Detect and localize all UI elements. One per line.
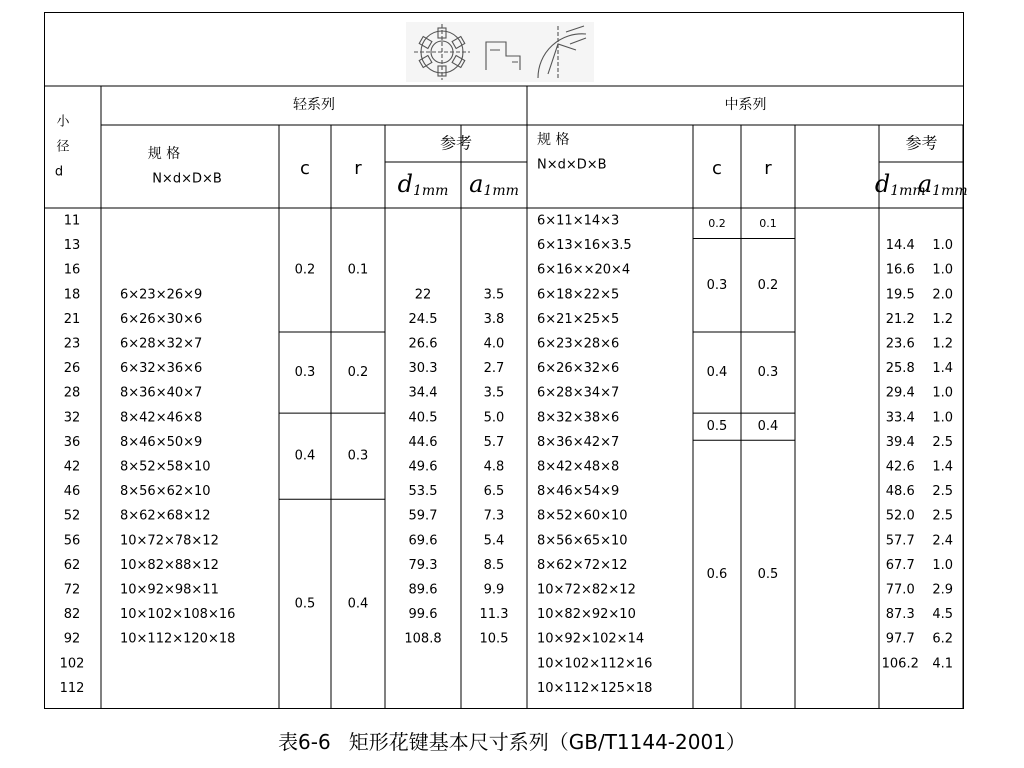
medium-d1-cell: 57.7 (885, 533, 915, 549)
medium-a1-cell: 4.5 (932, 607, 954, 623)
medium-d1-cell: 21.2 (885, 311, 915, 327)
caption-title: 矩形花键基本尺寸系列（GB/T1144-2001） (348, 730, 746, 754)
diameter-cell: 28 (63, 385, 81, 401)
header-spec-formula-medium: N×d×D×B (537, 157, 607, 173)
medium-a1-cell: 1.0 (932, 238, 954, 254)
diameter-cell: 56 (63, 533, 81, 549)
light-a1-cell: 8.5 (483, 557, 505, 573)
medium-d1-cell: 29.4 (885, 385, 915, 401)
medium-a1-cell: 1.2 (932, 336, 954, 352)
spline-size-table (44, 12, 968, 709)
light-d1-cell: 49.6 (408, 459, 438, 475)
light-r-cell: 0.1 (347, 262, 369, 278)
light-spec-cell: 6×26×30×6 (120, 311, 203, 327)
light-d1-cell: 69.6 (408, 533, 438, 549)
medium-a1-cell: 1.0 (932, 262, 954, 278)
light-spec-cell: 8×52×58×10 (120, 459, 211, 475)
medium-d1-cell: 77.0 (885, 582, 915, 598)
header-d1-medium: $d_{1mm}$ (874, 169, 926, 199)
header-medium-series: 中系列 (724, 97, 767, 113)
diameter-cell: 92 (63, 631, 81, 647)
light-c-cell: 0.2 (294, 262, 316, 278)
medium-a1-cell: 1.4 (932, 361, 954, 377)
light-spec-cell: 8×46×50×9 (120, 434, 203, 450)
medium-c-cell: 0.6 (706, 567, 728, 583)
medium-a1-cell: 1.2 (932, 311, 954, 327)
medium-spec-cell: 8×32×38×6 (537, 410, 620, 426)
caption-label: 表6-6 (278, 730, 331, 754)
medium-d1-cell: 87.3 (885, 607, 915, 623)
diameter-cell: 46 (63, 484, 81, 500)
light-spec-cell: 10×72×78×12 (120, 533, 219, 549)
medium-spec-cell: 6×21×25×5 (537, 311, 620, 327)
medium-a1-cell: 1.0 (932, 557, 954, 573)
light-spec-cell: 10×92×98×11 (120, 582, 219, 598)
medium-spec-cell: 6×16××20×4 (537, 262, 631, 278)
light-spec-cell: 10×82×88×12 (120, 557, 219, 573)
table-caption (0, 726, 1024, 755)
light-spec-cell: 10×102×108×16 (120, 607, 236, 623)
header-reference-light: 参考 (439, 133, 473, 153)
light-d1-cell: 79.3 (408, 557, 438, 573)
medium-a1-cell: 2.5 (932, 508, 954, 524)
header-r-medium: r (764, 158, 772, 179)
medium-spec-cell: 6×28×34×7 (537, 385, 620, 401)
medium-d1-cell: 25.8 (885, 361, 915, 377)
header-r-light: r (354, 158, 362, 179)
light-a1-cell: 5.4 (483, 533, 505, 549)
medium-spec-cell: 8×36×42×7 (537, 434, 620, 450)
light-d1-cell: 40.5 (408, 410, 438, 426)
diameter-cell: 21 (63, 311, 81, 327)
medium-c-cell: 0.2 (708, 216, 726, 230)
light-a1-cell: 10.5 (479, 631, 509, 647)
medium-a1-cell: 6.2 (932, 631, 954, 647)
diameter-cell: 18 (63, 287, 81, 303)
header-a1-light: $a_{1mm}$ (469, 169, 519, 199)
diameter-cell: 82 (63, 607, 81, 623)
medium-spec-cell: 10×72×82×12 (537, 582, 636, 598)
diameter-cell: 72 (63, 582, 81, 598)
light-d1-cell: 26.6 (408, 336, 438, 352)
medium-spec-cell: 6×18×22×5 (537, 287, 620, 303)
light-c-cell: 0.5 (294, 596, 316, 612)
light-d1-cell: 59.7 (408, 508, 438, 524)
table-cells (55, 96, 968, 696)
light-d1-cell: 89.6 (408, 582, 438, 598)
medium-c-cell: 0.5 (706, 419, 728, 435)
header-c-medium: c (712, 158, 722, 179)
medium-spec-cell: 8×42×48×8 (537, 459, 620, 475)
diameter-cell: 11 (63, 213, 81, 229)
medium-r-cell: 0.5 (757, 567, 779, 583)
diameter-cell: 32 (63, 410, 81, 426)
medium-spec-cell: 10×102×112×16 (537, 656, 653, 672)
medium-d1-cell: 14.4 (885, 238, 915, 254)
medium-d1-cell: 48.6 (885, 484, 915, 500)
light-a1-cell: 6.5 (483, 484, 505, 500)
light-a1-cell: 7.3 (483, 508, 505, 524)
header-spec-light: 规 格 (147, 146, 181, 162)
medium-r-cell: 0.3 (757, 365, 779, 381)
light-a1-cell: 4.8 (483, 459, 505, 475)
medium-spec-cell: 8×52×60×10 (537, 508, 628, 524)
light-spec-cell: 8×62×68×12 (120, 508, 211, 524)
medium-spec-cell: 8×62×72×12 (537, 557, 628, 573)
header-small-diameter: 小 (56, 114, 70, 130)
diameter-cell: 52 (63, 508, 81, 524)
medium-r-cell: 0.2 (757, 277, 779, 293)
light-a1-cell: 11.3 (479, 607, 509, 623)
light-spec-cell: 6×28×32×7 (120, 336, 203, 352)
light-d1-cell: 22 (414, 287, 432, 303)
diameter-cell: 42 (63, 459, 81, 475)
medium-a1-cell: 2.4 (932, 533, 954, 549)
light-a1-cell: 4.0 (483, 336, 505, 352)
light-spec-cell: 10×112×120×18 (120, 631, 236, 647)
light-a1-cell: 9.9 (483, 582, 505, 598)
diameter-cell: 16 (63, 262, 81, 278)
diameter-cell: 23 (63, 336, 81, 352)
light-d1-cell: 30.3 (408, 361, 438, 377)
medium-d1-cell: 39.4 (885, 434, 915, 450)
medium-spec-cell: 10×82×92×10 (537, 607, 636, 623)
medium-d1-cell: 67.7 (885, 557, 915, 573)
header-spec-formula-light: N×d×D×B (152, 171, 222, 187)
light-a1-cell: 5.0 (483, 410, 505, 426)
medium-c-cell: 0.3 (706, 277, 728, 293)
light-c-cell: 0.3 (294, 365, 316, 381)
light-d1-cell: 108.8 (404, 631, 442, 647)
medium-spec-cell: 6×11×14×3 (537, 213, 620, 229)
light-spec-cell: 6×23×26×9 (120, 287, 203, 303)
medium-spec-cell: 8×46×54×9 (537, 484, 620, 500)
light-r-cell: 0.4 (347, 596, 369, 612)
medium-r-cell: 0.4 (757, 419, 779, 435)
header-c-light: c (300, 158, 310, 179)
header-a1-medium: $a_{1mm}$ (917, 169, 968, 199)
medium-spec-cell: 6×13×16×3.5 (537, 238, 632, 254)
diameter-cell: 62 (63, 557, 81, 573)
header-small-diameter: d (54, 164, 64, 180)
light-d1-cell: 44.6 (408, 434, 438, 450)
medium-a1-cell: 1.4 (932, 459, 954, 475)
diameter-cell: 102 (59, 656, 85, 672)
light-d1-cell: 24.5 (408, 311, 438, 327)
light-d1-cell: 99.6 (408, 607, 438, 623)
medium-a1-cell: 1.0 (932, 385, 954, 401)
medium-a1-cell: 2.0 (932, 287, 954, 303)
medium-d1-cell: 97.7 (885, 631, 915, 647)
light-d1-cell: 53.5 (408, 484, 438, 500)
light-spec-cell: 6×32×36×6 (120, 361, 203, 377)
medium-spec-cell: 8×56×65×10 (537, 533, 628, 549)
medium-spec-cell: 6×23×28×6 (537, 336, 620, 352)
medium-r-cell: 0.1 (759, 216, 777, 230)
diameter-cell: 36 (63, 434, 81, 450)
header-spec-medium: 规 格 (537, 132, 570, 148)
medium-spec-cell: 10×92×102×14 (537, 631, 645, 647)
medium-spec-cell: 6×26×32×6 (537, 361, 620, 377)
light-spec-cell: 8×36×40×7 (120, 385, 203, 401)
light-r-cell: 0.3 (347, 448, 369, 464)
light-a1-cell: 5.7 (483, 434, 505, 450)
light-c-cell: 0.4 (294, 448, 316, 464)
header-light-series: 轻系列 (293, 97, 335, 113)
spline-illustration (406, 22, 594, 82)
medium-d1-cell: 52.0 (885, 508, 915, 524)
header-d1-light: $d_{1mm}$ (397, 169, 449, 199)
medium-d1-cell: 23.6 (885, 336, 915, 352)
medium-a1-cell: 2.9 (932, 582, 954, 598)
light-spec-cell: 8×56×62×10 (120, 484, 211, 500)
light-a1-cell: 3.5 (483, 385, 505, 401)
header-small-diameter: 径 (56, 139, 70, 155)
medium-d1-cell: 42.6 (885, 459, 915, 475)
medium-a1-cell: 4.1 (932, 656, 954, 672)
medium-a1-cell: 1.0 (932, 410, 954, 426)
medium-d1-cell: 19.5 (885, 287, 915, 303)
medium-c-cell: 0.4 (706, 365, 728, 381)
light-spec-cell: 8×42×46×8 (120, 410, 203, 426)
light-d1-cell: 34.4 (408, 385, 438, 401)
light-a1-cell: 3.8 (483, 311, 505, 327)
medium-a1-cell: 2.5 (932, 434, 954, 450)
medium-d1-cell: 106.2 (881, 656, 919, 672)
light-a1-cell: 3.5 (483, 287, 505, 303)
light-r-cell: 0.2 (347, 365, 369, 381)
medium-d1-cell: 33.4 (885, 410, 915, 426)
light-a1-cell: 2.7 (483, 361, 505, 377)
diameter-cell: 26 (63, 361, 81, 377)
diameter-cell: 13 (63, 238, 81, 254)
header-reference-medium: 参考 (905, 133, 938, 153)
medium-d1-cell: 16.6 (885, 262, 915, 278)
diameter-cell: 112 (59, 680, 85, 696)
medium-a1-cell: 2.5 (932, 484, 954, 500)
medium-spec-cell: 10×112×125×18 (537, 680, 653, 696)
